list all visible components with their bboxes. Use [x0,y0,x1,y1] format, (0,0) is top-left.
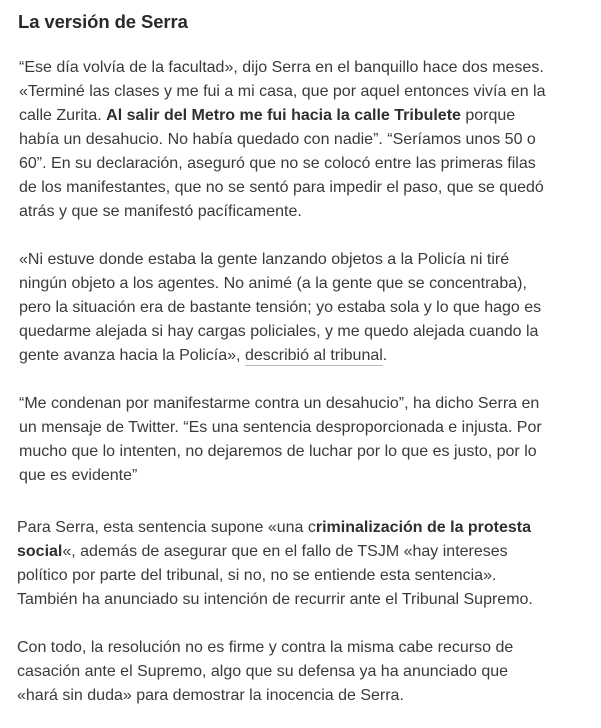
text-span: Para Serra, esta sentencia supone «una c [17,519,316,536]
text-line [17,516,533,540]
text-line: había un desahucio. No había quedado con nadie”. “Seríamos unos 50 o [19,131,536,148]
bold-phrase: social [17,543,63,560]
section-heading: La versión de Serra [18,11,188,32]
text-span: «, además de asegurar que en el fallo de TSJM «hay intereses [62,543,508,560]
text-span: calle Zurita. [19,107,107,124]
bold-quote: Al salir del Metro me fui hacia la calle Tribulete [106,107,461,124]
text-line [17,540,533,564]
text-line: También ha anunciado su intención de recurrir ante el Tribunal Supremo. [17,591,533,608]
text-span: . [382,347,388,364]
paragraph-testimony [19,248,541,368]
text-span: gente avanza hacia la Policía», [19,347,245,364]
paragraph-twitter-quote [19,392,542,488]
text-line: «hará sin duda» para demostrar la inocencia de Serra. [17,687,404,704]
text-line: “Ese día volvía de la facultad», dijo Serra en el banquillo hace dos meses. [19,59,544,76]
text-line [19,344,541,368]
paragraph-criminalization [17,516,533,612]
text-line: “Me condenan por manifestarme contra un desahucio”, ha dicho Serra en [19,395,540,412]
text-line [19,104,546,128]
text-line: «Ni estuve donde estaba la gente lanzando objetos a la Policía ni tiré [19,251,510,268]
bold-phrase: riminalización de la protesta [315,519,532,536]
text-span: porque [460,107,516,124]
text-line: «Terminé las clases y me fui a mi casa, que por aquel entonces vivía en la [19,83,546,100]
text-line: 60”. En su declaración, aseguró que no se colocó entre las primeras filas [19,155,536,172]
text-line: quedarme alejada si hay cargas policiales, y me quedo alejada cuando la [19,323,539,340]
text-line: ningún objeto a los agentes. No animé (a la gente que se concentraba), [19,275,527,292]
text-line: de los manifestantes, que no se sentó para impedir el paso, que se quedó [19,179,544,196]
paragraph-declaration [19,56,546,224]
text-line: atrás y que se manifestó pacíficamente. [19,203,302,220]
text-line: Con todo, la resolución no es firme y contra la misma cabe recurso de [17,639,514,656]
text-line: político por parte del tribunal, si no, no se entiende esta sentencia». [17,567,497,584]
text-line: casación ante el Supremo, algo que su defensa ya ha anunciado que [17,663,509,680]
text-line: mucho que lo intenten, no dejaremos de luchar por lo que es justo, por lo [19,443,537,460]
paragraph-appeal [17,636,513,708]
text-line: que es evidente” [19,467,138,484]
text-line: un mensaje de Twitter. “Es una sentencia desproporcionada e injusta. Por [19,419,542,436]
tribunal-link[interactable]: describió al tribunal [244,347,383,364]
text-line: pero la situación era de bastante tensión; yo estaba sola y lo que hago es [19,299,542,316]
